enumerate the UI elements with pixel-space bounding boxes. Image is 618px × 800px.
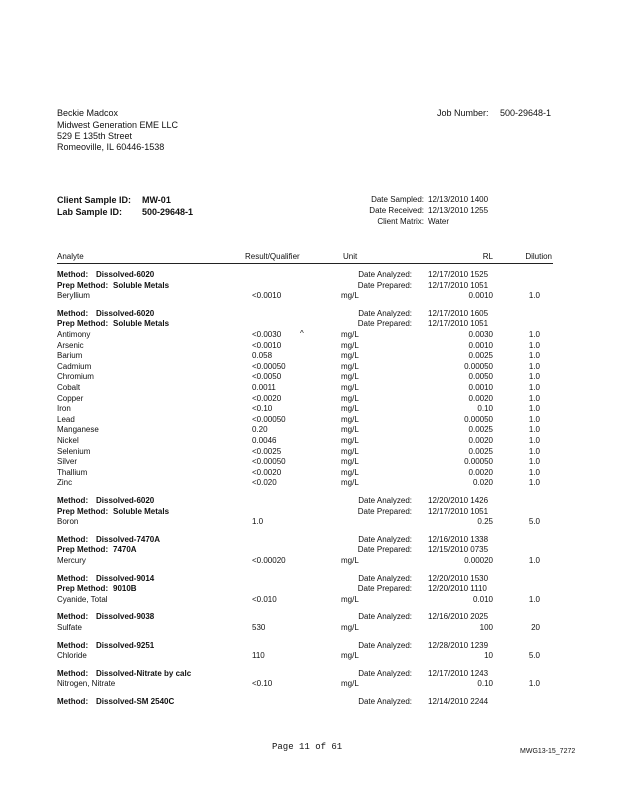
method-label: Method: — [57, 640, 89, 650]
date-analyzed: 12/17/2010 1605 — [428, 308, 489, 318]
dilution-value: 1.0 — [528, 291, 540, 301]
result-value: <0.10 — [252, 679, 273, 689]
analyte-name: Lead — [57, 414, 75, 424]
analyte-name: Manganese — [57, 425, 99, 435]
dilution-value: 20 — [531, 623, 540, 632]
client-company: Midwest Generation EME LLC — [57, 120, 179, 130]
result-value: <0.020 — [252, 478, 277, 488]
prep-method-label: Prep Method: — [57, 280, 109, 290]
rl-value: 0.0050 — [468, 372, 493, 382]
dilution-value: 1.0 — [528, 383, 540, 392]
dilution-value: 1.0 — [528, 556, 540, 565]
col-unit: Unit — [343, 252, 358, 261]
analyte-name: Cadmium — [57, 361, 92, 371]
unit-value: mg/L — [341, 372, 359, 382]
unit-value: mg/L — [341, 330, 359, 339]
date-received: 12/13/2010 1255 — [428, 206, 489, 215]
rl-value: 0.10 — [477, 679, 493, 689]
result-value: <0.0025 — [252, 446, 282, 456]
unit-value: mg/L — [341, 556, 359, 565]
rl-value: 0.25 — [477, 517, 493, 527]
unit-value: mg/L — [341, 291, 359, 301]
rl-value: 0.0025 — [468, 351, 493, 361]
method-label: Method: — [57, 270, 89, 279]
date-analyzed-label: Date Analyzed: — [358, 496, 412, 505]
date-prepared-label: Date Prepared: — [357, 280, 412, 290]
method-label: Method: — [57, 697, 89, 706]
rl-value: 0.0020 — [468, 467, 493, 477]
analyte-name: Barium — [57, 351, 83, 361]
rl-value: 10 — [484, 651, 493, 661]
date-analyzed-label: Date Analyzed: — [358, 640, 412, 650]
rl-value: 0.00020 — [464, 556, 493, 565]
date-received-label: Date Received: — [369, 206, 424, 215]
dilution-value: 1.0 — [528, 457, 540, 467]
result-value: <0.0010 — [252, 291, 282, 301]
date-sampled-label: Date Sampled: — [371, 195, 424, 204]
col-analyte: Analyte — [57, 252, 84, 261]
method-name: Dissolved-6020 — [96, 496, 155, 505]
dilution-value: 1.0 — [528, 594, 540, 604]
rl-value: 0.020 — [472, 478, 493, 488]
result-value: <0.0020 — [252, 467, 282, 477]
dilution-value: 1.0 — [528, 446, 540, 456]
analyte-name: Arsenic — [57, 340, 84, 350]
date-prepared-label: Date Prepared: — [357, 584, 412, 594]
analyte-name: Nickel — [57, 436, 79, 445]
unit-value: mg/L — [341, 404, 359, 414]
unit-value: mg/L — [341, 594, 359, 604]
date-analyzed: 12/16/2010 1338 — [428, 534, 489, 544]
header-rule — [57, 263, 553, 264]
unit-value: mg/L — [341, 393, 359, 403]
date-prepared: 12/20/2010 1110 — [428, 584, 487, 594]
method-name: Dissolved-6020 — [96, 308, 155, 318]
result-value: <0.00050 — [252, 361, 286, 371]
dilution-value: 5.0 — [528, 517, 540, 527]
rl-value: 0.0030 — [468, 330, 493, 339]
dilution-value: 1.0 — [528, 351, 540, 361]
analyte-name: Mercury — [57, 556, 86, 565]
dilution-value: 1.0 — [528, 372, 540, 382]
client-name: Beckie Madcox — [57, 108, 119, 118]
unit-value: mg/L — [341, 457, 359, 467]
lab-sample-id: 500-29648-1 — [142, 207, 194, 217]
unit-value: mg/L — [341, 425, 359, 435]
dilution-value: 1.0 — [528, 340, 540, 350]
client-city: Romeoville, IL 60446-1538 — [57, 142, 165, 152]
unit-value: mg/L — [341, 436, 359, 445]
method-label: Method: — [57, 668, 89, 678]
prep-method-label: Prep Method: — [57, 545, 109, 555]
date-analyzed: 12/16/2010 2025 — [428, 612, 489, 622]
job-number-value: 500-29648-1 — [500, 108, 552, 118]
client-sample-id: MW-01 — [142, 195, 171, 205]
result-value: <0.0030 — [252, 330, 282, 339]
unit-value: mg/L — [341, 361, 359, 371]
date-prepared-label: Date Prepared: — [357, 319, 412, 329]
prep-method-label: Prep Method: — [57, 584, 109, 594]
method-name: Dissolved-6020 — [96, 270, 155, 279]
analyte-name: Iron — [57, 404, 71, 414]
page-number: Page 11 of 61 — [272, 742, 343, 752]
analyte-name: Thallium — [57, 467, 88, 477]
dilution-value: 1.0 — [528, 436, 540, 445]
document-id: MWG13-15_7272 — [520, 748, 576, 755]
dilution-value: 1.0 — [528, 361, 540, 371]
unit-value: mg/L — [341, 446, 359, 456]
prep-method-name: 9010B — [113, 584, 137, 594]
qualifier-flag: ^ — [300, 329, 304, 338]
date-prepared-label: Date Prepared: — [357, 545, 412, 555]
rl-value: 100 — [479, 623, 493, 632]
analyte-name: Silver — [57, 457, 78, 467]
result-value: <0.00050 — [252, 414, 286, 424]
date-prepared: 12/15/2010 0735 — [428, 545, 489, 555]
dilution-value: 1.0 — [528, 679, 540, 689]
date-analyzed-label: Date Analyzed: — [358, 308, 412, 318]
unit-value: mg/L — [341, 383, 359, 392]
analyte-name: Cobalt — [57, 383, 81, 392]
rl-value: 0.0020 — [468, 393, 493, 403]
analyte-name: Nitrogen, Nitrate — [57, 679, 116, 689]
col-dilution: Dilution — [525, 252, 552, 261]
date-analyzed-label: Date Analyzed: — [358, 668, 412, 678]
prep-method-label: Prep Method: — [57, 506, 109, 516]
unit-value: mg/L — [341, 651, 359, 661]
method-label: Method: — [57, 308, 89, 318]
rl-value: 0.0010 — [468, 291, 493, 301]
date-sampled: 12/13/2010 1400 — [428, 195, 489, 204]
prep-method-name: Soluble Metals — [113, 319, 170, 329]
result-value: <0.00020 — [252, 556, 286, 565]
date-analyzed-label: Date Analyzed: — [358, 534, 412, 544]
result-value: 110 — [252, 651, 265, 661]
date-analyzed: 12/28/2010 1239 — [428, 640, 489, 650]
rl-value: 0.0025 — [468, 425, 493, 435]
dilution-value: 1.0 — [528, 467, 540, 477]
rl-value: 0.00050 — [464, 361, 493, 371]
rl-value: 0.0010 — [468, 340, 493, 350]
result-value: <0.0050 — [252, 372, 282, 382]
method-name: Dissolved-7470A — [96, 534, 161, 544]
date-analyzed: 12/14/2010 2244 — [428, 697, 489, 706]
client-matrix-label: Client Matrix: — [377, 217, 424, 226]
dilution-value: 1.0 — [528, 404, 540, 414]
unit-value: mg/L — [341, 351, 359, 361]
job-number-label: Job Number: — [437, 108, 489, 118]
analyte-name: Sulfate — [57, 623, 82, 632]
rl-value: 0.0020 — [468, 436, 493, 445]
rl-value: 0.010 — [472, 594, 493, 604]
prep-method-name: Soluble Metals — [113, 280, 170, 290]
analyte-name: Copper — [57, 393, 84, 403]
unit-value: mg/L — [341, 414, 359, 424]
dilution-value: 1.0 — [528, 414, 540, 424]
method-name: Dissolved-SM 2540C — [96, 697, 175, 706]
lab-sample-id-label: Lab Sample ID: — [57, 207, 123, 217]
col-result: Result/Qualifier — [245, 252, 300, 261]
client-sample-id-label: Client Sample ID: — [57, 195, 132, 205]
method-label: Method: — [57, 534, 89, 544]
date-analyzed-label: Date Analyzed: — [358, 697, 412, 706]
analyte-name: Zinc — [57, 478, 73, 488]
dilution-value: 1.0 — [528, 330, 540, 339]
client-matrix: Water — [428, 217, 450, 226]
method-label: Method: — [57, 612, 89, 622]
prep-method-name: 7470A — [113, 545, 137, 555]
dilution-value: 1.0 — [528, 393, 540, 403]
method-name: Dissolved-Nitrate by calc — [96, 668, 192, 678]
date-analyzed-label: Date Analyzed: — [358, 573, 412, 583]
prep-method-label: Prep Method: — [57, 319, 109, 329]
unit-value: mg/L — [341, 340, 359, 350]
result-value: 0.20 — [252, 425, 268, 435]
unit-value: mg/L — [341, 679, 359, 689]
date-analyzed-label: Date Analyzed: — [358, 270, 412, 279]
analyte-name: Cyanide, Total — [57, 594, 108, 604]
unit-value: mg/L — [341, 623, 359, 632]
rl-value: 0.00050 — [464, 414, 493, 424]
date-prepared: 12/17/2010 1051 — [428, 506, 489, 516]
result-value: 530 — [252, 623, 266, 632]
result-value: <0.10 — [252, 404, 273, 414]
analyte-name: Beryllium — [57, 291, 90, 301]
unit-value: mg/L — [341, 467, 359, 477]
rl-value: 0.10 — [477, 404, 493, 414]
method-name: Dissolved-9038 — [96, 612, 155, 622]
date-prepared-label: Date Prepared: — [357, 506, 412, 516]
result-value: 1.0 — [252, 517, 264, 527]
rl-value: 0.0025 — [468, 446, 493, 456]
result-value: <0.00050 — [252, 457, 286, 467]
method-name: Dissolved-9014 — [96, 573, 155, 583]
rl-value: 0.00050 — [464, 457, 493, 467]
date-analyzed: 12/20/2010 1530 — [428, 573, 489, 583]
date-prepared: 12/17/2010 1051 — [428, 319, 489, 329]
result-value: <0.0020 — [252, 393, 282, 403]
analyte-name: Chloride — [57, 651, 87, 661]
result-value: 0.0011 — [252, 383, 276, 392]
date-analyzed-label: Date Analyzed: — [358, 612, 412, 622]
date-analyzed: 12/17/2010 1525 — [428, 270, 489, 279]
dilution-value: 1.0 — [528, 425, 540, 435]
col-rl: RL — [482, 252, 493, 261]
analyte-name: Chromium — [57, 372, 94, 382]
unit-value: mg/L — [341, 478, 359, 488]
method-label: Method: — [57, 573, 89, 583]
date-analyzed: 12/17/2010 1243 — [428, 668, 489, 678]
result-value: 0.058 — [252, 351, 273, 361]
result-value: <0.0010 — [252, 340, 282, 350]
result-value: 0.0046 — [252, 436, 277, 445]
method-name: Dissolved-9251 — [96, 640, 155, 650]
method-label: Method: — [57, 496, 89, 505]
rl-value: 0.0010 — [468, 383, 493, 392]
analyte-name: Boron — [57, 517, 79, 527]
date-prepared: 12/17/2010 1051 — [428, 280, 489, 290]
analyte-name: Selenium — [57, 446, 91, 456]
client-street: 529 E 135th Street — [57, 131, 133, 141]
analyte-name: Antimony — [57, 330, 91, 339]
prep-method-name: Soluble Metals — [113, 506, 170, 516]
dilution-value: 1.0 — [528, 478, 540, 488]
date-analyzed: 12/20/2010 1426 — [428, 496, 489, 505]
result-value: <0.010 — [252, 594, 277, 604]
dilution-value: 5.0 — [528, 651, 540, 661]
